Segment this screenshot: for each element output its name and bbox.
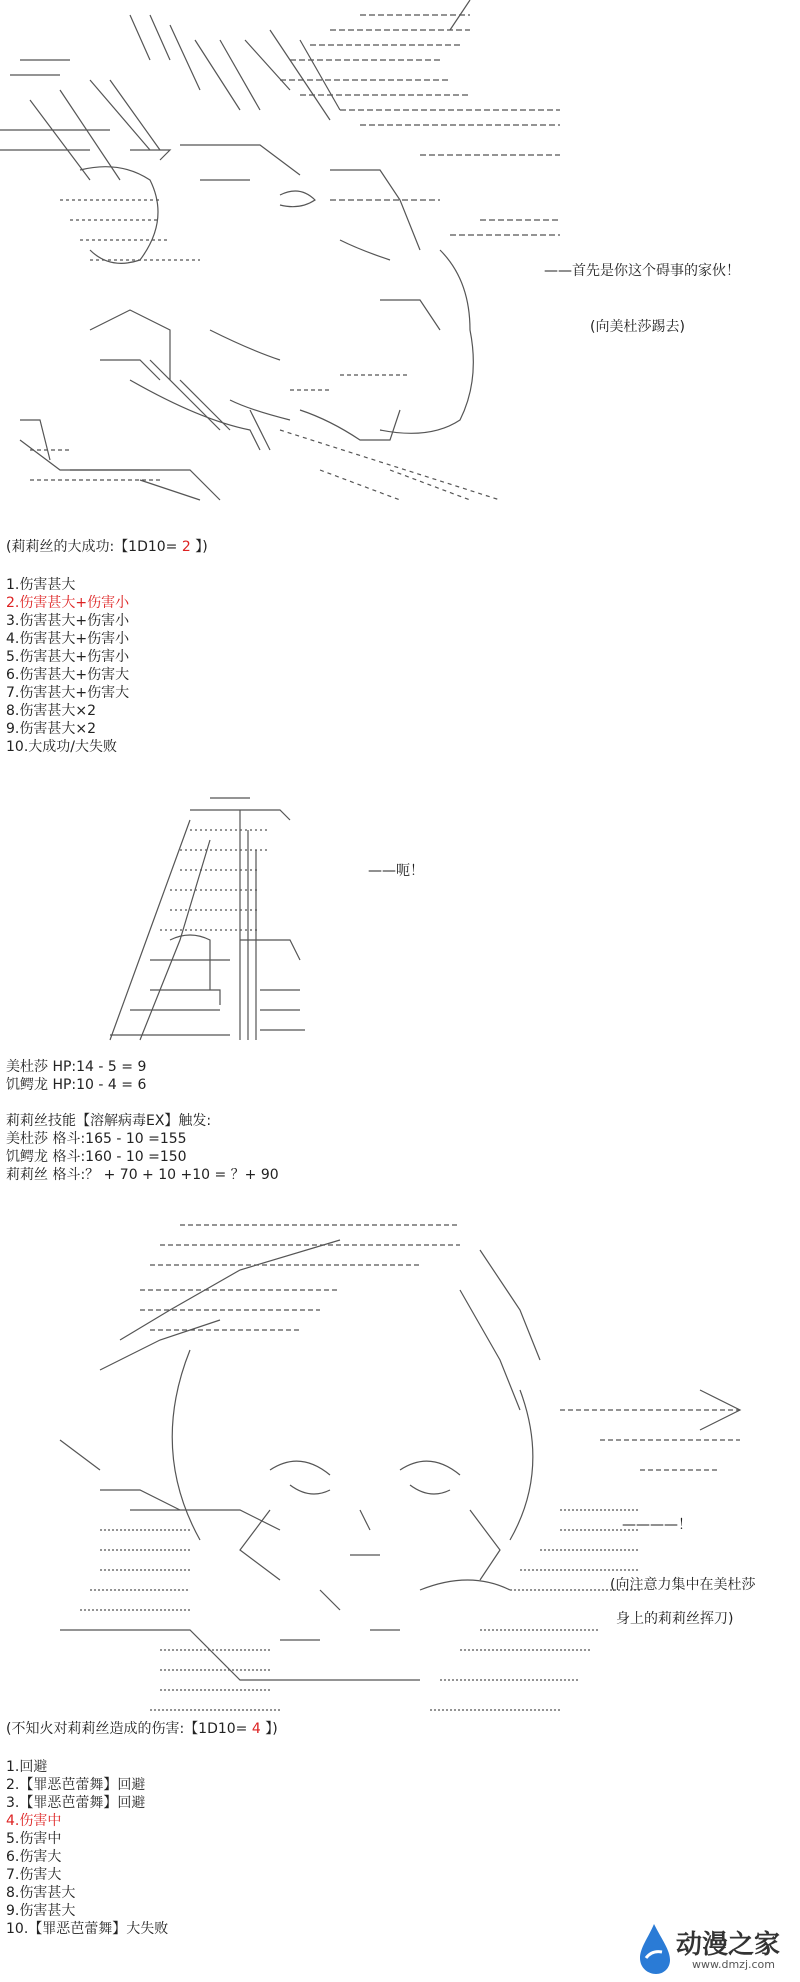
slash-action-line1: (向注意力集中在美杜莎 xyxy=(610,1577,756,1593)
ascii-art-hurt xyxy=(90,790,310,1050)
kick-speech: ——首先是你这个碍事的家伙！ xyxy=(544,263,740,279)
roll2-result: 4 xyxy=(251,1721,261,1737)
roll1-header xyxy=(6,538,208,556)
slash-speech: ————！ xyxy=(622,1517,692,1533)
slash-art-svg xyxy=(40,1210,780,1730)
list-item: 2.伤害甚大+伤害小 xyxy=(6,595,130,611)
stat-line: 莉莉丝技能【溶解病毒EX】触发: xyxy=(6,1113,212,1129)
list-item: 10.大成功/大失败 xyxy=(6,739,117,755)
list-item: 7.伤害大 xyxy=(6,1867,62,1883)
hurt-speech: ——呃！ xyxy=(368,863,424,879)
roll1-prefix: (莉莉丝的大成功:【1D10= xyxy=(6,539,182,555)
list-item: 10.【罪恶芭蕾舞】大失败 xyxy=(6,1921,169,1937)
stat-line: 饥鳄龙 格斗:160 - 10 =150 xyxy=(6,1149,187,1165)
list-item: 1.回避 xyxy=(6,1759,48,1775)
list-item: 5.伤害中 xyxy=(6,1831,62,1847)
kick-action: (向美杜莎踢去) xyxy=(590,319,685,335)
roll2-prefix: (不知火对莉莉丝造成的伤害:【1D10= xyxy=(6,1721,252,1737)
list-item: 7.伤害甚大+伤害大 xyxy=(6,685,130,701)
list-item: 2.【罪恶芭蕾舞】回避 xyxy=(6,1777,146,1793)
list-item: 6.伤害甚大+伤害大 xyxy=(6,667,130,683)
stat-line: 莉莉丝 格斗:？ + 70 + 10 +10 = ？+ 90 xyxy=(6,1167,279,1183)
list-item: 9.伤害甚大×2 xyxy=(6,721,96,737)
logo-url: www.dmzj.com xyxy=(692,1958,775,1971)
hurt-art-svg xyxy=(90,790,310,1050)
roll2-suffix: 】) xyxy=(260,1721,278,1737)
stat-line xyxy=(6,1094,279,1112)
stats-block xyxy=(6,1058,279,1184)
roll2-options xyxy=(6,1758,168,1938)
roll1-suffix: 】) xyxy=(190,539,208,555)
list-item: 8.伤害甚大 xyxy=(6,1885,76,1901)
roll2-header xyxy=(6,1720,278,1738)
list-item: 8.伤害甚大×2 xyxy=(6,703,96,719)
roll1-result: 2 xyxy=(181,539,191,555)
stat-line: 美杜莎 格斗:165 - 10 =155 xyxy=(6,1131,187,1147)
roll1-options xyxy=(6,576,129,756)
kick-art-svg xyxy=(0,0,560,520)
slash-action-line2: 身上的莉莉丝挥刀) xyxy=(616,1611,734,1627)
site-logo xyxy=(632,1918,792,1978)
list-item: 4.伤害中 xyxy=(6,1813,62,1829)
stat-line: 饥鳄龙 HP:10 - 4 = 6 xyxy=(6,1077,147,1093)
logo-name: 动漫之家 xyxy=(676,1930,781,1960)
stat-line: 美杜莎 HP:14 - 5 = 9 xyxy=(6,1059,147,1075)
list-item: 6.伤害大 xyxy=(6,1849,62,1865)
list-item: 3.【罪恶芭蕾舞】回避 xyxy=(6,1795,146,1811)
list-item: 1.伤害甚大 xyxy=(6,577,76,593)
list-item: 3.伤害甚大+伤害小 xyxy=(6,613,130,629)
list-item: 4.伤害甚大+伤害小 xyxy=(6,631,130,647)
ascii-art-slash xyxy=(40,1210,780,1730)
list-item: 9.伤害甚大 xyxy=(6,1903,76,1919)
ascii-art-kick xyxy=(0,0,560,520)
list-item: 5.伤害甚大+伤害小 xyxy=(6,649,130,665)
